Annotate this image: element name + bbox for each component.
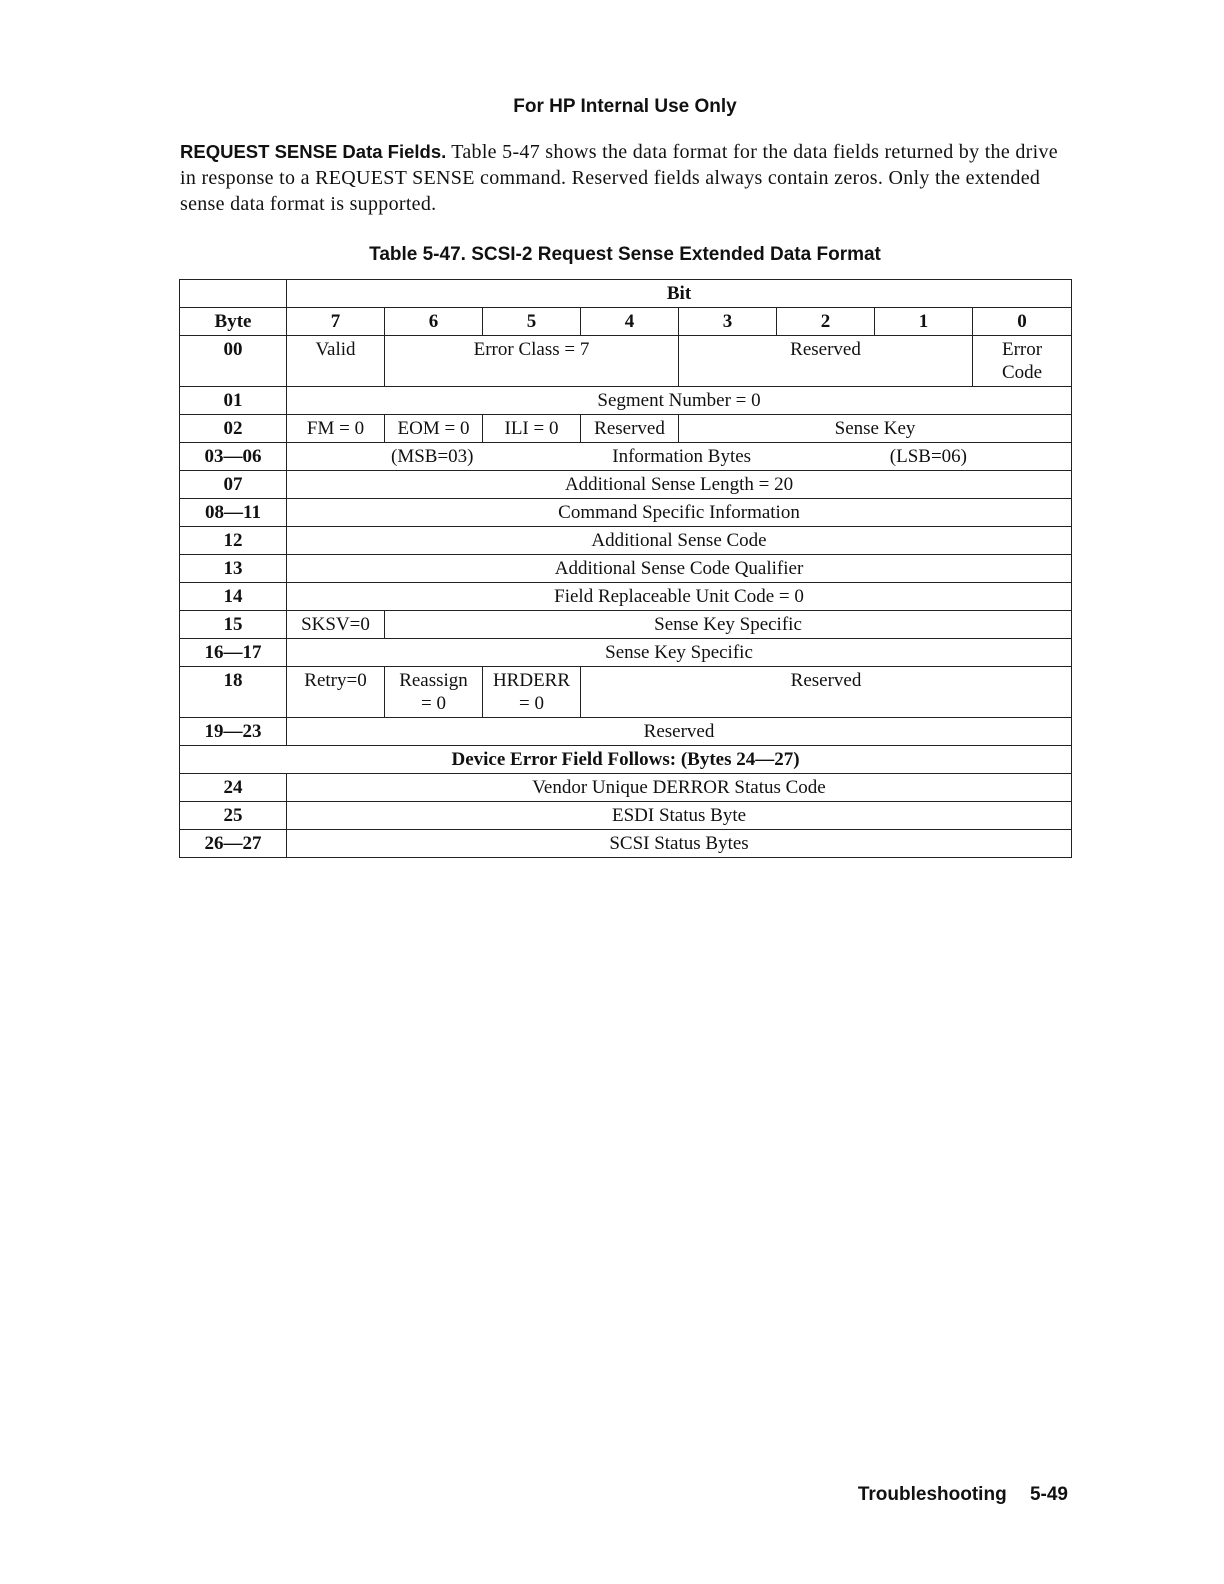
- table-row: [180, 830, 1072, 858]
- byte-cell: 02: [180, 415, 287, 443]
- page-footer: [858, 1484, 1068, 1506]
- bit-1: 1: [875, 308, 973, 336]
- field-additional-sense-length: Additional Sense Length = 20: [287, 471, 1072, 499]
- table-row: [180, 667, 1072, 718]
- table-row: [180, 639, 1072, 667]
- device-error-section-header: Device Error Field Follows: (Bytes 24—27): [180, 746, 1072, 774]
- request-sense-table: [179, 279, 1072, 858]
- field-esdi-status: ESDI Status Byte: [287, 802, 1072, 830]
- field-sense-code-qualifier: Additional Sense Code Qualifier: [287, 555, 1072, 583]
- field-ili: ILI = 0: [483, 415, 581, 443]
- info-msb: (MSB=03): [391, 446, 474, 467]
- bit-2: 2: [777, 308, 875, 336]
- byte-cell: 01: [180, 387, 287, 415]
- bit-header: Bit: [287, 280, 1072, 308]
- field-error-class: Error Class = 7: [385, 336, 679, 387]
- table-caption: Table 5-47. SCSI-2 Request Sense Extended Data Format: [369, 244, 881, 265]
- bit-5: 5: [483, 308, 581, 336]
- bit-3: 3: [679, 308, 777, 336]
- field-segment-number: Segment Number = 0: [287, 387, 1072, 415]
- byte-cell: 14: [180, 583, 287, 611]
- field-reserved: Reserved: [581, 667, 1072, 718]
- table-row: [180, 774, 1072, 802]
- byte-cell: 07: [180, 471, 287, 499]
- field-reserved: Reserved: [581, 415, 679, 443]
- page-header: For HP Internal Use Only: [513, 96, 737, 117]
- field-hrderr: [483, 667, 581, 718]
- bit-4: 4: [581, 308, 679, 336]
- byte-cell: 13: [180, 555, 287, 583]
- table-row: [180, 802, 1072, 830]
- reassign-line1: Reassign: [399, 670, 468, 691]
- field-information-bytes: [287, 443, 1072, 471]
- info-label: Information Bytes: [612, 446, 752, 467]
- byte-cell: 18: [180, 667, 287, 718]
- table-row: [180, 308, 1072, 336]
- table-row: [180, 471, 1072, 499]
- hrderr-line1: HRDERR: [492, 670, 571, 691]
- byte-cell: 16—17: [180, 639, 287, 667]
- error-code-line2: Code: [1001, 362, 1043, 383]
- table-row: [180, 746, 1072, 774]
- byte-cell: 26—27: [180, 830, 287, 858]
- corner-cell: [180, 280, 287, 308]
- table-row: [180, 718, 1072, 746]
- field-fm: FM = 0: [287, 415, 385, 443]
- byte-cell: 25: [180, 802, 287, 830]
- table-row: [180, 499, 1072, 527]
- table-row: [180, 387, 1072, 415]
- field-scsi-status: SCSI Status Bytes: [287, 830, 1072, 858]
- byte-cell: 03—06: [180, 443, 287, 471]
- intro-text: Table 5-47 shows the data format for the data fields returned by the drive in response to a REQUEST SENSE command. Reserved fields always contain zeros. Only the extended sense data format is supported.: [180, 141, 1058, 215]
- field-sense-key-specific: Sense Key Specific: [385, 611, 1072, 639]
- info-lsb: (LSB=06): [889, 446, 968, 467]
- table-row: [180, 611, 1072, 639]
- field-reassign: [385, 667, 483, 718]
- table-row: [180, 280, 1072, 308]
- page-number: 5-49: [1029, 1484, 1068, 1505]
- field-sksv: SKSV=0: [287, 611, 385, 639]
- table-row: [180, 443, 1072, 471]
- byte-cell: 12: [180, 527, 287, 555]
- byte-cell: 19—23: [180, 718, 287, 746]
- field-error-code: [973, 336, 1072, 387]
- field-sense-key: Sense Key: [679, 415, 1072, 443]
- byte-cell: 15: [180, 611, 287, 639]
- table-row: [180, 527, 1072, 555]
- intro-lead: REQUEST SENSE Data Fields.: [180, 141, 447, 162]
- field-valid: Valid: [287, 336, 385, 387]
- field-fru-code: Field Replaceable Unit Code = 0: [287, 583, 1072, 611]
- byte-cell: 00: [180, 336, 287, 387]
- field-additional-sense-code: Additional Sense Code: [287, 527, 1072, 555]
- intro-paragraph: [180, 139, 1060, 217]
- field-retry: Retry=0: [287, 667, 385, 718]
- table-row: [180, 555, 1072, 583]
- byte-cell: 24: [180, 774, 287, 802]
- field-derror-status: Vendor Unique DERROR Status Code: [287, 774, 1072, 802]
- footer-section: Troubleshooting: [857, 1484, 1007, 1505]
- table-row: [180, 415, 1072, 443]
- byte-header: Byte: [180, 308, 287, 336]
- reassign-line2: = 0: [421, 693, 446, 714]
- field-sense-key-specific: Sense Key Specific: [287, 639, 1072, 667]
- hrderr-line2: = 0: [519, 693, 544, 714]
- table-row: [180, 583, 1072, 611]
- error-code-line1: Error: [1001, 339, 1043, 360]
- byte-cell: 08—11: [180, 499, 287, 527]
- field-reserved: Reserved: [287, 718, 1072, 746]
- table-row: [180, 336, 1072, 387]
- field-reserved: Reserved: [679, 336, 973, 387]
- field-command-specific: Command Specific Information: [287, 499, 1072, 527]
- bit-6: 6: [385, 308, 483, 336]
- bit-0: 0: [973, 308, 1072, 336]
- field-eom: EOM = 0: [385, 415, 483, 443]
- bit-7: 7: [287, 308, 385, 336]
